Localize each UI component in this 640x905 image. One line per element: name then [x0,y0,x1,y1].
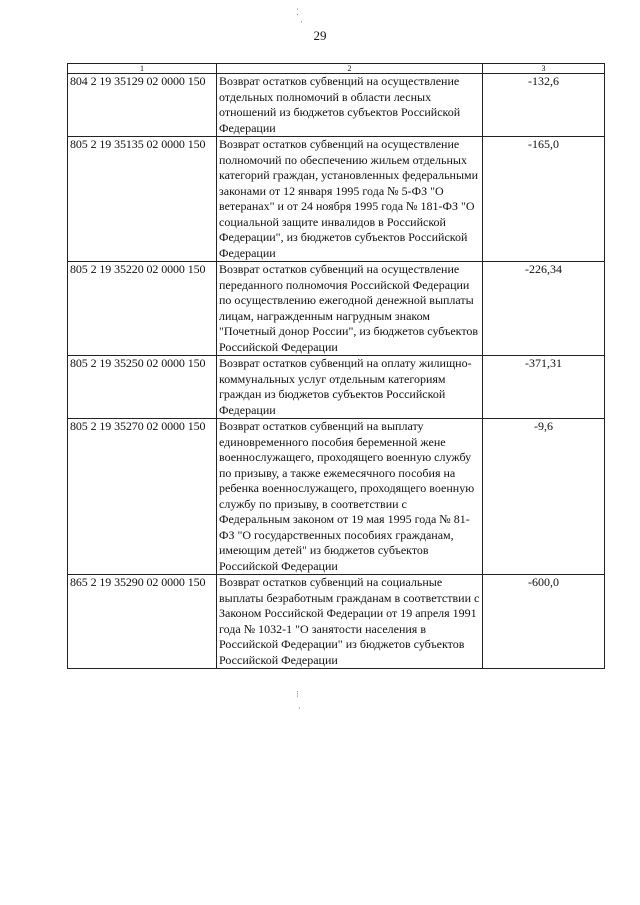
column-number-2: 2 [217,64,483,74]
budget-code: 804 2 19 35129 02 0000 150 [68,74,217,137]
table-header-row [68,64,605,74]
row-amount: -600,0 [483,575,605,669]
budget-table [67,63,605,669]
row-description: Возврат остатков субвенций на оплату жилищно-коммунальных услуг отдельным категориям граждан из бюджетов субъектов Российской Федерации [217,356,483,419]
row-description: Возврат остатков субвенций на осуществление полномочий по обеспечению жильем отдельных категорий граждан, установленных федеральными законами от 12 января 1995 года № 5-ФЗ "О ветеранах" и от 24 ноября 1995 года № 181-ФЗ "О социальной защите инвалидов в Российской Федерации", из бюджетов субъектов Российской Федерации [217,137,483,262]
scan-speck: · [300,17,303,27]
row-description: Возврат остатков субвенций на выплату единовременного пособия беременной жене военнослужащего, проходящего военную службу по призыву, а также ежемесячного пособия на ребенка военнослужащего, проходящего военную службу по призыву, в соответствии с Федеральным законом от 19 мая 1995 года № 81-ФЗ "О государственных пособиях гражданам, имеющим детей" из бюджетов субъектов Российской Федерации [217,419,483,575]
scan-speck: ⁝ [296,689,299,699]
budget-code: 805 2 19 35220 02 0000 150 [68,262,217,356]
budget-code: 805 2 19 35135 02 0000 150 [68,137,217,262]
budget-code: 805 2 19 35270 02 0000 150 [68,419,217,575]
page-number: 29 [313,28,327,43]
table-row [68,137,605,262]
row-amount: -9,6 [483,419,605,575]
scan-speck: · [298,703,301,713]
column-number-1: 1 [68,64,217,74]
budget-code: 865 2 19 35290 02 0000 150 [68,575,217,669]
row-description: Возврат остатков субвенций на осуществление отдельных полномочий в области лесных отношений из бюджетов субъектов Российской Федерации [217,74,483,137]
table-row [68,575,605,669]
row-amount: -371,31 [483,356,605,419]
row-amount: -132,6 [483,74,605,137]
table-row [68,262,605,356]
table-row [68,419,605,575]
row-description: Возврат остатков субвенций на социальные выплаты безработным гражданам в соответствии с Законом Российской Федерации от 19 апреля 1991 года № 1032-1 "О занятости населения в Российской Федерации" из бюджетов субъектов Российской Федерации [217,575,483,669]
table-row [68,356,605,419]
table-row [68,74,605,137]
row-amount: -226,34 [483,262,605,356]
row-description: Возврат остатков субвенций на осуществление переданного полномочия Российской Федерации по осуществлению ежегодной денежной выплаты лицам, награжденным нагрудным знаком "Почетный донор России", из бюджетов субъектов Российской Федерации [217,262,483,356]
column-number-3: 3 [483,64,605,74]
scan-speck: ⁚ [296,7,299,17]
row-amount: -165,0 [483,137,605,262]
budget-code: 805 2 19 35250 02 0000 150 [68,356,217,419]
